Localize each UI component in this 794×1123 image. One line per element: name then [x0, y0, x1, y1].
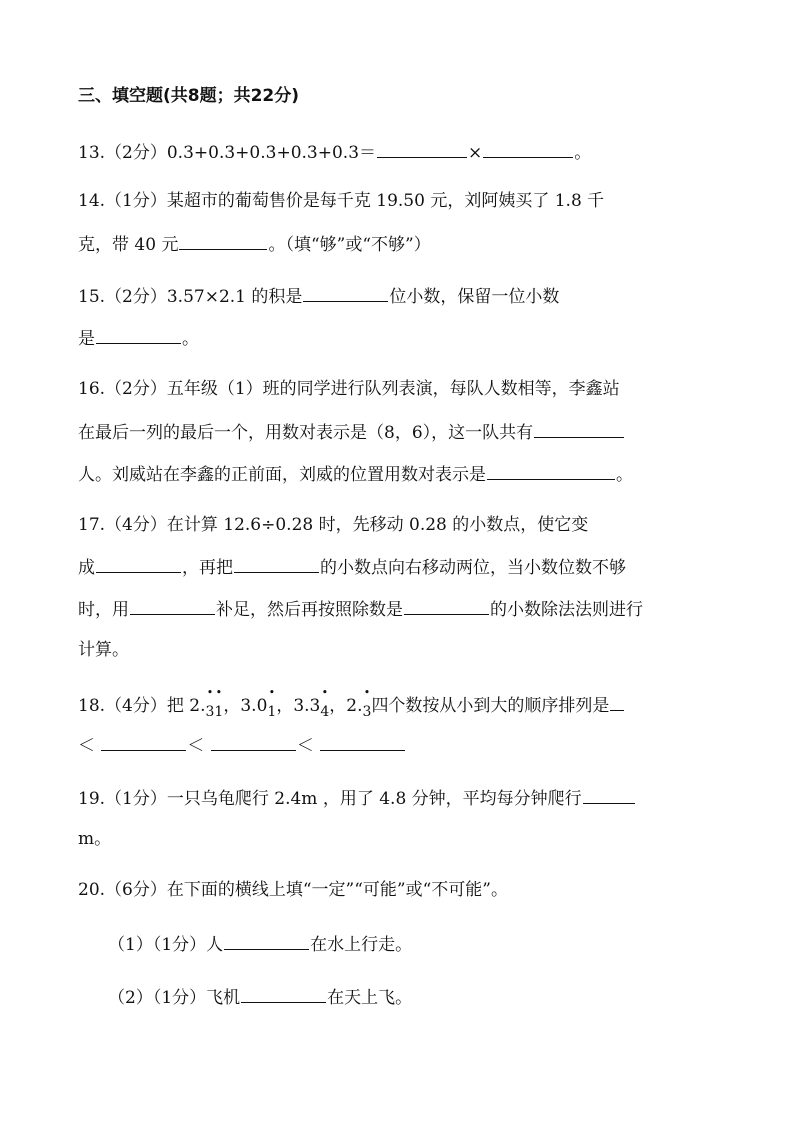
q16-blank-1[interactable]: [534, 419, 624, 438]
q20-sub2-text-a: （2）（1分）飞机: [108, 988, 241, 1008]
q18-n1-rep-2: • 1: [214, 700, 223, 724]
q18-blank-1[interactable]: [610, 692, 624, 711]
q17-blank-3[interactable]: [130, 596, 215, 615]
q18-n2-rep: • $_1$: [267, 700, 276, 724]
q14-text-b: 。（填“够”或“不够”）: [268, 235, 431, 255]
q18-n2-int: 3.0: [240, 696, 268, 716]
q18-blank-3[interactable]: [211, 732, 296, 751]
q18-n4-int: 2.: [346, 696, 363, 716]
q14-text-a: 克，带 40 元: [78, 235, 179, 255]
q20-sub1-text-a: （1）（1分）人: [108, 935, 224, 955]
question-16-line-1: 16.（2分）五年级（1）班的同学进行队列表演，每队人数相等，李鑫站: [78, 379, 620, 399]
q16-end: 。: [616, 465, 633, 485]
q18-n1-rep-1: • 3: [206, 700, 215, 724]
question-16-line-2: [78, 419, 734, 445]
q18-suffix: 四个数按从小到大的顺序排列是: [371, 696, 610, 716]
question-20-line-1: 20.（6分）在下面的横线上填“一定”“可能”或“不可能”。: [78, 880, 508, 900]
q15-text-b: 位小数，保留一位小数: [389, 287, 560, 307]
question-18-line-1: [78, 692, 734, 719]
q20-sub2-blank[interactable]: [241, 984, 326, 1003]
q15-text-c: 是: [78, 329, 95, 349]
q15-blank-1[interactable]: [303, 283, 388, 302]
q13-blank-2[interactable]: [483, 139, 573, 158]
q18-blank-2[interactable]: [101, 732, 186, 751]
q15-blank-2[interactable]: [96, 325, 181, 344]
question-17-line-4: 计算。: [78, 640, 129, 660]
q17-text-a: 成: [78, 558, 95, 578]
q20-sub2-text-b: 在天上飞。: [327, 988, 413, 1008]
q17-text-d: 时，用: [78, 600, 129, 620]
q18-number-2: [240, 696, 277, 720]
q18-sep-3: ，: [329, 696, 347, 716]
question-13: [78, 139, 734, 165]
q15-text-d: 。: [182, 329, 199, 349]
q17-text-c: 的小数点向右移动两位，当小数位数不够: [320, 558, 626, 578]
question-20-sub-1: [108, 931, 734, 957]
q15-text-a: 15.（2分）3.57×2.1 的积是: [78, 287, 303, 307]
section-title: 三、填空题(共8题；共22分): [78, 86, 300, 106]
q18-number-4: [346, 696, 372, 720]
q13-text: 13.（2分）0.3+0.3+0.3+0.3+0.3＝: [78, 143, 377, 163]
question-14-line-2: [78, 231, 734, 257]
q18-n3-rep: • $_4$: [320, 700, 329, 724]
question-16-line-3: [78, 461, 734, 487]
q18-n1-int: 2.: [189, 696, 206, 716]
q17-text-e: 补足，然后再按照除数是: [216, 600, 403, 620]
q18-n3-int: 3.3: [293, 696, 321, 716]
q17-text-b: ，再把: [182, 558, 233, 578]
question-18-line-2: [78, 732, 734, 758]
q16-blank-2[interactable]: [487, 461, 615, 480]
question-20-sub-2: [108, 984, 734, 1010]
q18-lt-3: ＜: [296, 736, 314, 756]
q17-blank-2[interactable]: [234, 554, 319, 573]
question-19-line-2: m。: [78, 829, 112, 849]
q18-sep-2: ，: [276, 696, 294, 716]
q18-sep-1: ，: [223, 696, 241, 716]
question-19-line-1: [78, 785, 734, 811]
q18-n4-rep: • $_3$: [363, 700, 372, 724]
q18-lt-1: ＜: [78, 736, 95, 756]
q16-text-a: 在最后一列的最后一个，用数对表示是（8，6），这一队共有: [78, 423, 534, 443]
q18-number-1: [189, 696, 224, 720]
q17-blank-1[interactable]: [96, 554, 181, 573]
question-15-line-1: [78, 283, 734, 309]
question-17-line-3: [78, 596, 734, 622]
q18-prefix: 18.（4分）把: [78, 696, 190, 716]
q13-end: 。: [574, 143, 592, 163]
q18-lt-2: ＜: [187, 736, 205, 756]
question-17-line-2: [78, 554, 734, 580]
q17-text-f: 的小数除法法则进行: [490, 600, 643, 620]
q18-blank-4[interactable]: [320, 732, 405, 751]
q13-times: ×: [468, 143, 483, 163]
question-14-line-1: 14.（1分）某超市的葡萄售价是每千克 19.50 元，刘阿姨买了 1.8 千: [78, 191, 605, 211]
q20-sub1-text-b: 在水上行走。: [310, 935, 413, 955]
q17-blank-4[interactable]: [404, 596, 489, 615]
q20-sub1-blank[interactable]: [224, 931, 309, 950]
q14-blank[interactable]: [179, 231, 267, 250]
q13-blank-1[interactable]: [377, 139, 467, 158]
q19-blank[interactable]: [583, 785, 635, 804]
q18-number-3: [293, 696, 330, 720]
question-17-line-1: 17.（4分）在计算 12.6÷0.28 时，先移动 0.28 的小数点，使它变: [78, 515, 589, 535]
q16-text-b: 人。刘威站在李鑫的正前面，刘威的位置用数对表示是: [78, 465, 486, 485]
question-15-line-2: [78, 325, 734, 351]
q19-text: 19.（1分）一只乌龟爬行 2.4m ，用了 4.8 分钟，平均每分钟爬行: [78, 789, 582, 809]
